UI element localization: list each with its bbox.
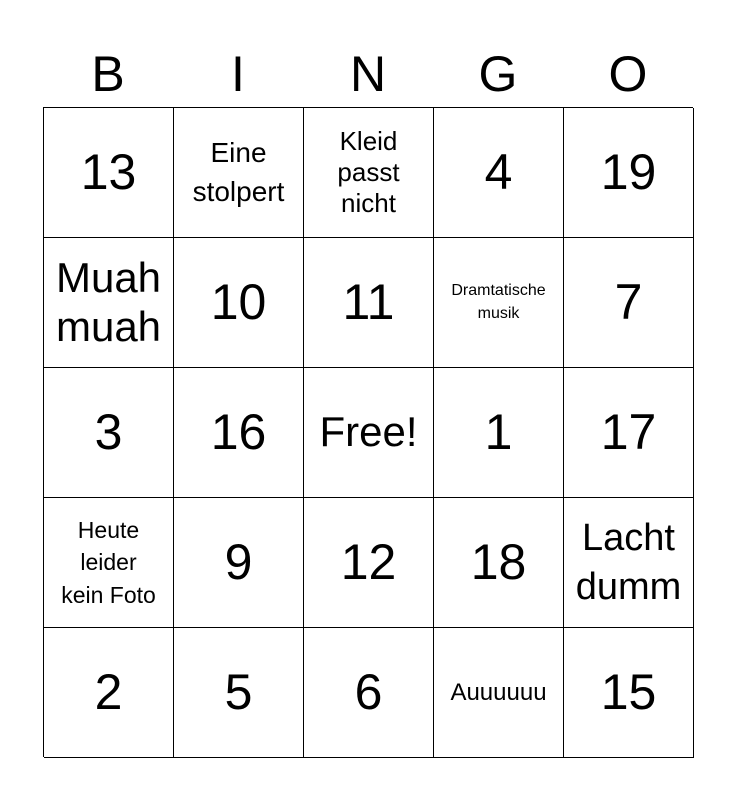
header-letter-g: G: [478, 46, 518, 102]
bingo-cell[interactable]: [304, 238, 434, 368]
cell-text: Muah muah: [55, 254, 162, 350]
bingo-cell[interactable]: [564, 498, 694, 628]
cell-text: Kleid passt nicht: [337, 125, 400, 219]
bingo-cell[interactable]: [434, 108, 564, 238]
cell-text: 12: [340, 533, 397, 590]
bingo-grid: [43, 107, 693, 757]
cell-text: 18: [470, 533, 527, 590]
bingo-cell[interactable]: [564, 108, 694, 238]
bingo-cell[interactable]: [44, 368, 174, 498]
cell-text: Heute leider kein Foto: [61, 516, 156, 608]
bingo-cell[interactable]: [44, 498, 174, 628]
bingo-cell[interactable]: [44, 628, 174, 758]
bingo-cell[interactable]: [304, 498, 434, 628]
bingo-cell[interactable]: [304, 108, 434, 238]
header-letter-o: O: [608, 46, 648, 102]
cell-text: Lacht dumm: [575, 516, 682, 608]
cell-text: 11: [342, 273, 395, 330]
bingo-cell[interactable]: [304, 628, 434, 758]
cell-text: 1: [484, 403, 513, 460]
bingo-cell[interactable]: [174, 368, 304, 498]
cell-text: Auuuuuu: [450, 678, 547, 706]
cell-text: 7: [614, 273, 643, 330]
cell-text: 13: [80, 143, 137, 200]
cell-text: Free!: [319, 408, 418, 456]
bingo-cell[interactable]: [564, 368, 694, 498]
bingo-cell[interactable]: [434, 238, 564, 368]
bingo-cell[interactable]: [434, 368, 564, 498]
bingo-cell[interactable]: [174, 498, 304, 628]
cell-text: 5: [224, 663, 253, 720]
cell-text: 16: [210, 403, 267, 460]
bingo-cell[interactable]: [174, 108, 304, 238]
cell-text: 19: [600, 143, 657, 200]
cell-text: 4: [484, 143, 513, 200]
bingo-cell[interactable]: [174, 628, 304, 758]
cell-text: 2: [94, 663, 123, 720]
cell-text: 10: [210, 273, 267, 330]
cell-text: 15: [600, 663, 657, 720]
bingo-cell[interactable]: [564, 238, 694, 368]
bingo-cell[interactable]: [174, 238, 304, 368]
header-letter-b: B: [91, 46, 125, 102]
cell-text: 9: [224, 533, 253, 590]
header-letter-i: I: [231, 46, 245, 102]
cell-text: 17: [600, 403, 657, 460]
free-space-cell[interactable]: [304, 368, 434, 498]
header-letter-n: N: [349, 46, 387, 102]
cell-text: Dramtatische musik: [451, 282, 546, 322]
bingo-cell[interactable]: [564, 628, 694, 758]
cell-text: Eine stolpert: [192, 137, 285, 207]
bingo-cell[interactable]: [44, 238, 174, 368]
bingo-cell[interactable]: [434, 628, 564, 758]
cell-text: 3: [94, 403, 123, 460]
bingo-cell[interactable]: [44, 108, 174, 238]
bingo-header: [43, 40, 693, 108]
bingo-cell[interactable]: [434, 498, 564, 628]
cell-text: 6: [354, 663, 383, 720]
